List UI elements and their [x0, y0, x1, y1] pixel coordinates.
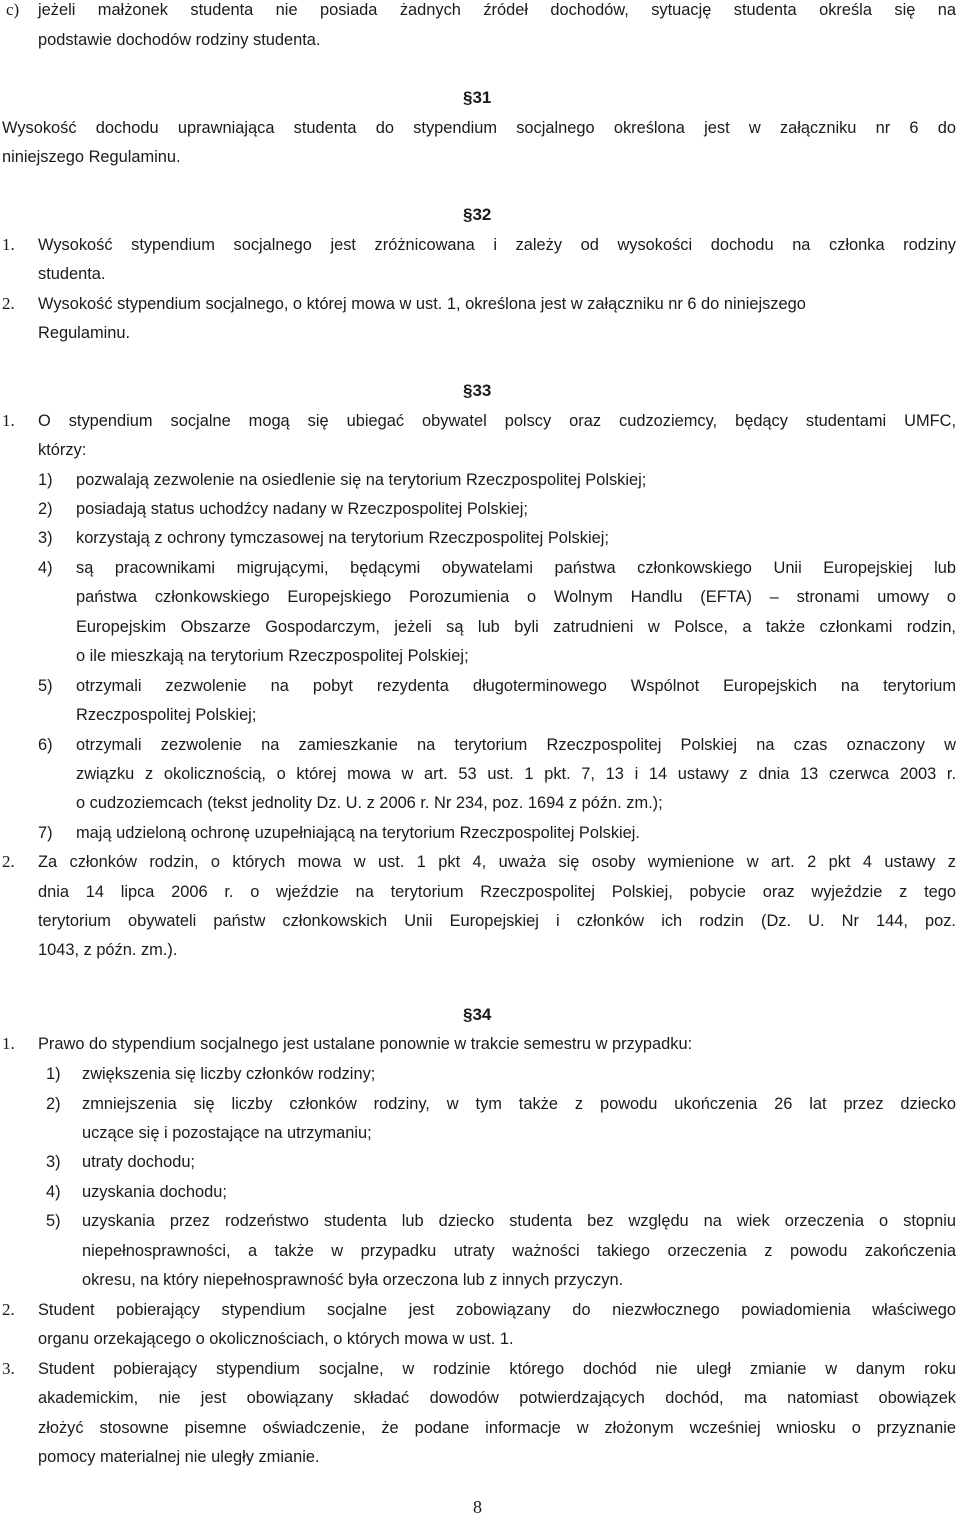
paragraph-line: podstawie dochodów rodziny studenta. [38, 31, 321, 49]
paragraph-line: korzystają z ochrony tymczasowej na terytorium Rzeczpospolitej Polskiej; [76, 529, 609, 547]
paragraph-line: mają udzieloną ochronę uzupełniającą na terytorium Rzeczpospolitej Polskiej. [76, 824, 640, 842]
subitem-number: 3) [46, 1153, 61, 1171]
item-number: 3. [2, 1359, 15, 1378]
paragraph-line: o cudzoziemcach (tekst jednolity Dz. U. z 2006 r. Nr 234, poz. 1694 z późn. zm.); [76, 794, 663, 812]
page-number: 8 [473, 1497, 482, 1517]
paragraph-line: Za członków rodzin, o których mowa w ust. 1 pkt 4, uważa się osoby wymienione w art. 2 pkt 4 ustawy z [38, 853, 956, 871]
subitem-number: 6) [38, 736, 53, 754]
paragraph-line: uczące się i pozostające na utrzymaniu; [82, 1124, 372, 1142]
paragraph-line: utraty dochodu; [82, 1153, 195, 1171]
paragraph-line: Student pobierający stypendium socjalne jest zobowiązany do niezwłocznego powiadomienia właściwego [38, 1301, 956, 1319]
paragraph-line: otrzymali zezwolenie na zamieszkanie na terytorium Rzeczpospolitej Polskiej na czas oznaczony w [76, 736, 956, 754]
paragraph-line: organu orzekającego o okolicznościach, o których mowa w ust. 1. [38, 1330, 514, 1348]
item-number: 1. [2, 1034, 15, 1053]
paragraph-line: terytorium obywateli państw członkowskich Unii Europejskiej i członków ich rodzin (Dz. U. Nr 144, poz. [38, 912, 956, 930]
paragraph-line: niepełnosprawności, a także w przypadku utraty ważności takiego orzeczenia z powodu zakończenia [82, 1242, 956, 1260]
paragraph-line: 1043, z późn. zm.). [38, 941, 178, 959]
paragraph-line: związku z okolicznością, o której mowa w art. 53 ust. 1 pkt. 7, 13 i 14 ustawy z dnia 13 czerwca 2003 r. [76, 765, 956, 783]
paragraph-line: Prawo do stypendium socjalnego jest ustalane ponownie w trakcie semestru w przypadku: [38, 1035, 693, 1053]
subitem-number: 5) [46, 1212, 61, 1230]
paragraph-line: Student pobierający stypendium socjalne, w rodzinie którego dochód nie uległ zmianie w danym roku [38, 1360, 956, 1378]
section-heading: § 33 [463, 381, 491, 401]
item-marker: c) [6, 0, 20, 19]
paragraph-line: uzyskania dochodu; [82, 1183, 227, 1201]
section-heading: § 32 [463, 205, 491, 225]
paragraph-line: którzy: [38, 441, 87, 459]
subitem-number: 1) [46, 1065, 61, 1083]
paragraph-line: pomocy materialnej nie uległy zmianie. [38, 1448, 320, 1466]
paragraph-line: Wysokość dochodu uprawniająca studenta do stypendium socjalnego określona jest w załączniku nr 6 do [2, 119, 956, 137]
paragraph-line: uzyskania przez rodzeństwo studenta lub dziecko studenta bez względu na wiek orzeczenia o stopniu [82, 1212, 956, 1230]
item-number: 1. [2, 235, 15, 254]
paragraph-line: akademickim, nie jest obowiązany składać dowodów potwierdzających dochód, ma natomiast obowiązek [38, 1389, 956, 1407]
item-number: 2. [2, 852, 15, 871]
paragraph-line: są pracownikami migrującymi, będącymi obywatelami państwa członkowskiego Unii Europejskiej lub [76, 559, 956, 577]
paragraph-line: Europejskim Obszarze Gospodarczym, jeżeli są lub byli zatrudnieni w Polsce, a także członkami rodzin, [76, 618, 956, 636]
subitem-number: 1) [38, 471, 53, 489]
paragraph-line: zmniejszenia się liczby członków rodziny, w tym także z powodu ukończenia 26 lat przez dziecko [82, 1095, 956, 1113]
item-number: 2. [2, 294, 15, 313]
subitem-number: 4) [38, 559, 53, 577]
subitem-number: 7) [38, 824, 53, 842]
paragraph-line: złożyć stosowne pisemne oświadczenie, że podane informacje w złożonym wcześniej wniosku o przyznanie [38, 1419, 956, 1437]
paragraph-line: otrzymali zezwolenie na pobyt rezydenta długoterminowego Wspólnot Europejskich na terytorium [76, 677, 956, 695]
paragraph-line: Wysokość stypendium socjalnego jest zróżnicowana i zależy od wysokości dochodu na członka rodziny [38, 236, 956, 254]
paragraph-line: O stypendium socjalne mogą się ubiegać obywatel polscy oraz cudzoziemcy, będący studentami UMFC, [38, 412, 956, 430]
paragraph-line: zwiększenia się liczby członków rodziny; [82, 1065, 376, 1083]
paragraph-line: Wysokość stypendium socjalnego, o której mowa w ust. 1, określona jest w załączniku nr 6 do niniejszego [38, 295, 806, 313]
subitem-number: 2) [46, 1095, 61, 1113]
paragraph-line: dnia 14 lipca 2006 r. o wjeździe na terytorium Rzeczpospolitej Polskiej, pobycie oraz wyjeździe z tego [38, 883, 956, 901]
subitem-number: 4) [46, 1183, 61, 1201]
paragraph-line: okresu, na który niepełnosprawność była orzeczona lub z innych przyczyn. [82, 1271, 624, 1289]
item-number: 2. [2, 1300, 15, 1319]
section-heading: § 31 [463, 88, 491, 108]
paragraph-line: państwa członkowskiego Europejskiego Porozumienia o Wolnym Handlu (EFTA) – stronami umowy o [76, 588, 956, 606]
paragraph-line: pozwalają zezwolenie na osiedlenie się na terytorium Rzeczpospolitej Polskiej; [76, 471, 647, 489]
section-heading: § 34 [463, 1005, 491, 1025]
paragraph-line: jeżeli małżonek studenta nie posiada żadnych źródeł dochodów, sytuację studenta określa się na [38, 1, 956, 19]
paragraph-line: o ile mieszkają na terytorium Rzeczpospolitej Polskiej; [76, 647, 469, 665]
item-number: 1. [2, 411, 15, 430]
paragraph-line: niniejszego Regulaminu. [2, 148, 181, 166]
paragraph-line: Rzeczpospolitej Polskiej; [76, 706, 257, 724]
paragraph-line: Regulaminu. [38, 324, 131, 342]
subitem-number: 5) [38, 677, 53, 695]
paragraph-line: posiadają status uchodźcy nadany w Rzeczpospolitej Polskiej; [76, 500, 528, 518]
paragraph-line: studenta. [38, 265, 106, 283]
subitem-number: 3) [38, 529, 53, 547]
subitem-number: 2) [38, 500, 53, 518]
